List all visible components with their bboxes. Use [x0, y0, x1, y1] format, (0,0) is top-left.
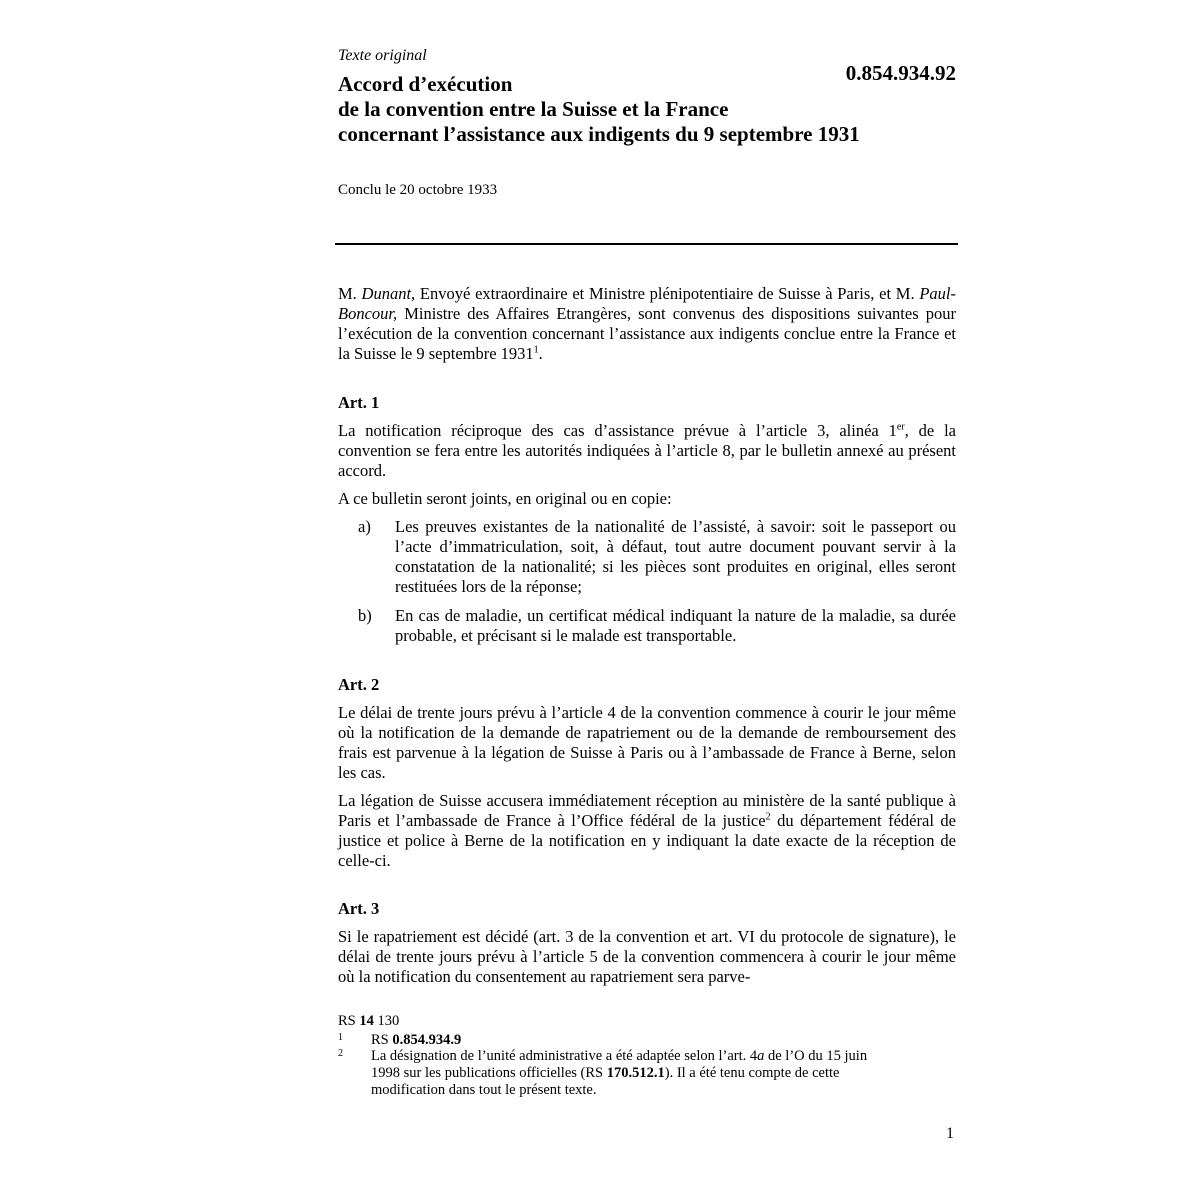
- page-number: 1: [946, 1125, 954, 1142]
- header-divider: [335, 243, 958, 245]
- list-marker: b): [358, 606, 372, 625]
- concluded-date: Conclu le 20 octobre 1933: [338, 182, 498, 198]
- footnote-number: 2: [338, 1048, 343, 1059]
- article-2-paragraph-1: Le délai de trente jours prévu à l’article 4 de la convention commence à courir le jour même où la notification de la demande de rapatriement ou de la demande de remboursement des frais est parvenue à la légation de Suisse à Paris ou à l’ambassade de France à Berne, selon les cas.: [338, 703, 956, 782]
- preamble-paragraph: M. Dunant, Envoyé extraordinaire et Ministre plénipotentiaire de Suisse à Paris, et M. Paul-Boncour, Ministre des Affaires Etrangères, sont convenus des dispositions suivantes pour l’exécution de la convention concernant l’assistance aux indigents conclue entre la France et la Suisse le 9 septembre 1931$^1$.: [338, 284, 957, 363]
- article-3-heading: Art. 3: [338, 899, 380, 918]
- footnote-number: 1: [338, 1032, 343, 1043]
- footnote-ref[interactable]: 2: [765, 811, 771, 823]
- signatory-name: Paul-Boncour,: [338, 284, 957, 323]
- list-item-text: Les preuves existantes de la nationalité de l’assisté, à savoir: soit le passeport ou l’acte d’immatriculation, soit, à défaut, tout autre document pouvant servir à la constatation de la nationalité; si les pièces sont produites en original, elles seront restituées lors de la réponse;: [395, 517, 956, 596]
- title-line-1: Accord d’exécution: [338, 72, 513, 96]
- title-line-3: concernant l’assistance aux indigents du 9 septembre 1931: [338, 122, 860, 146]
- document-title: [338, 72, 978, 147]
- sr-number: 0.854.934.92: [845, 61, 956, 85]
- article-3-paragraph-1: Si le rapatriement est décidé (art. 3 de la convention et art. VI du protocole de signature), le délai de trente jours prévu à l’article 5 de la convention commencera à courir le jour même où la notification du consentement au rapatriement sera parve-: [338, 927, 956, 986]
- rs-classification: RS 14 130: [338, 1013, 400, 1029]
- title-line-2: de la convention entre la Suisse et la France: [338, 97, 729, 121]
- footnote-ref[interactable]: 1: [533, 344, 539, 356]
- article-1-heading: Art. 1: [338, 393, 380, 412]
- footnote-text: RS 0.854.934.9: [371, 1032, 462, 1048]
- signatory-name: Dunant,: [361, 284, 416, 303]
- original-text-label: Texte original: [338, 47, 427, 64]
- list-marker: a): [358, 517, 371, 536]
- article-1-paragraph-2: A ce bulletin seront joints, en original ou en copie:: [338, 489, 672, 508]
- article-1-paragraph-1: La notification réciproque des cas d’assistance prévue à l’article 3, alinéa 1er, de la convention se fera entre les autorités indiquées à l’article 8, par le bulletin annexé au présent accord.: [338, 421, 956, 480]
- article-2-paragraph-2: La légation de Suisse accusera immédiatement réception au ministère de la santé publique à Paris et l’ambassade de France à l’Office fédéral de la justice$^2$ du département fédéral de justice et police à Berne de la notification en y indiquant la date exacte de la réception de celle-ci.: [338, 791, 956, 870]
- article-2-heading: Art. 2: [338, 675, 380, 694]
- footnote-text: La désignation de l’unité administrative a été adaptée selon l’art. 4a de l’O du 15 juin 1998 sur les publications officielles (RS 170.512.1). Il a été tenu compte de cette modification dans tout le présent texte.: [371, 1048, 868, 1098]
- list-item-text: En cas de maladie, un certificat médical indiquant la nature de la maladie, sa durée probable, et précisant si le malade est transportable.: [395, 606, 956, 645]
